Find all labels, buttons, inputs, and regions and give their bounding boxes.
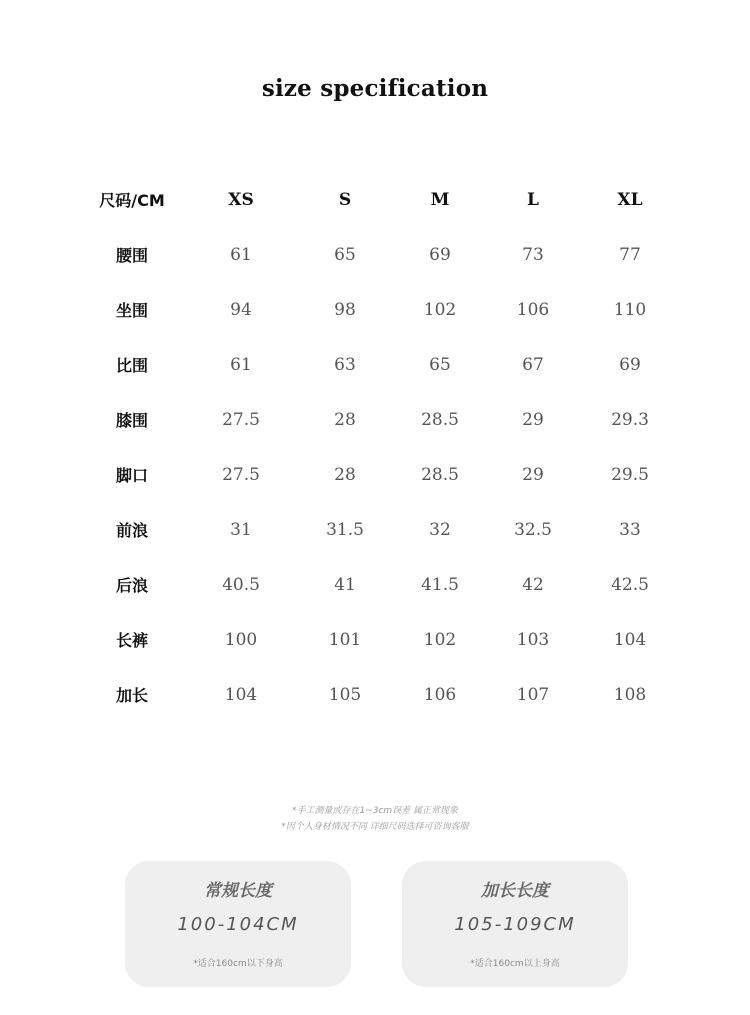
table-cell: 107 [516, 684, 550, 705]
row-label: 加长 [115, 686, 148, 705]
size-header-xs: XS [228, 189, 254, 210]
table-cell: 103 [516, 629, 550, 650]
size-header-xl: XL [617, 189, 643, 210]
table-cell: 32 [429, 519, 451, 540]
table-cell: 102 [423, 629, 457, 650]
table-cell: 42.5 [611, 574, 649, 595]
table-cell: 29.5 [611, 464, 649, 485]
card-note: *适合160cm以下身高 [193, 959, 283, 969]
table-cell: 98 [334, 299, 356, 320]
table-cell: 104 [224, 684, 258, 705]
table-row [80, 447, 682, 502]
extended-length-card [402, 861, 628, 987]
table-cell: 27.5 [222, 409, 260, 430]
table-row [80, 667, 682, 722]
table-cell: 28.5 [421, 409, 459, 430]
table-row [80, 612, 682, 667]
table-cell: 27.5 [222, 464, 260, 485]
table-cell: 69 [619, 354, 641, 375]
table-cell: 31.5 [326, 519, 364, 540]
row-label: 前浪 [115, 521, 148, 540]
row-label: 后浪 [115, 576, 148, 595]
card-note: *适合160cm以上身高 [470, 959, 560, 969]
corner-label: 尺码/CM [99, 191, 165, 210]
table-cell: 31 [230, 519, 252, 540]
table-cell: 42 [522, 574, 544, 595]
size-header-l: L [527, 189, 539, 210]
table-cell: 69 [429, 244, 451, 265]
table-cell: 104 [613, 629, 647, 650]
table-cell: 32.5 [514, 519, 552, 540]
row-label: 坐围 [115, 301, 148, 320]
table-cell: 61 [230, 244, 252, 265]
table-cell: 40.5 [222, 574, 260, 595]
table-row [80, 337, 682, 392]
note-line: *因个人身材情况不同 详细尺码选择可咨询客服 [281, 822, 469, 832]
table-cell: 28.5 [421, 464, 459, 485]
table-cell: 29.3 [611, 409, 649, 430]
table-row [80, 392, 682, 447]
table-cell: 73 [522, 244, 544, 265]
table-cell: 94 [230, 299, 252, 320]
page-title: size specification [261, 75, 489, 102]
table-cell: 65 [429, 354, 451, 375]
table-header-row [80, 172, 682, 227]
table-cell: 110 [613, 299, 647, 320]
row-label: 膝围 [115, 411, 148, 430]
table-row [80, 502, 682, 557]
note-line: *手工测量或存在1~3cm误差 属正常现象 [291, 806, 459, 816]
card-title: 常规长度 [204, 881, 272, 901]
table-cell: 101 [328, 629, 362, 650]
measurement-notes [0, 803, 750, 835]
table-cell: 28 [334, 464, 356, 485]
size-header-s: S [338, 189, 352, 210]
table-cell: 41.5 [421, 574, 459, 595]
table-cell: 63 [334, 354, 356, 375]
row-label: 比围 [115, 356, 148, 375]
size-header-m: M [430, 189, 450, 210]
table-cell: 29 [522, 409, 544, 430]
table-row [80, 557, 682, 612]
card-title: 加长长度 [481, 881, 549, 901]
table-cell: 29 [522, 464, 544, 485]
card-range: 105-109CM [454, 914, 576, 935]
table-cell: 61 [230, 354, 252, 375]
table-cell: 106 [423, 684, 457, 705]
row-label: 腰围 [115, 246, 148, 265]
table-cell: 100 [224, 629, 258, 650]
table-row [80, 227, 682, 282]
card-range: 100-104CM [177, 914, 299, 935]
row-label: 长裤 [115, 631, 148, 650]
row-label: 脚口 [115, 466, 148, 485]
table-cell: 105 [328, 684, 362, 705]
size-table [80, 172, 682, 722]
regular-length-card [125, 861, 351, 987]
table-cell: 65 [334, 244, 356, 265]
table-cell: 108 [613, 684, 647, 705]
table-cell: 67 [522, 354, 544, 375]
table-cell: 41 [334, 574, 356, 595]
table-row [80, 282, 682, 337]
table-cell: 77 [619, 244, 641, 265]
table-cell: 102 [423, 299, 457, 320]
table-cell: 33 [619, 519, 641, 540]
table-cell: 28 [334, 409, 356, 430]
table-cell: 106 [516, 299, 550, 320]
